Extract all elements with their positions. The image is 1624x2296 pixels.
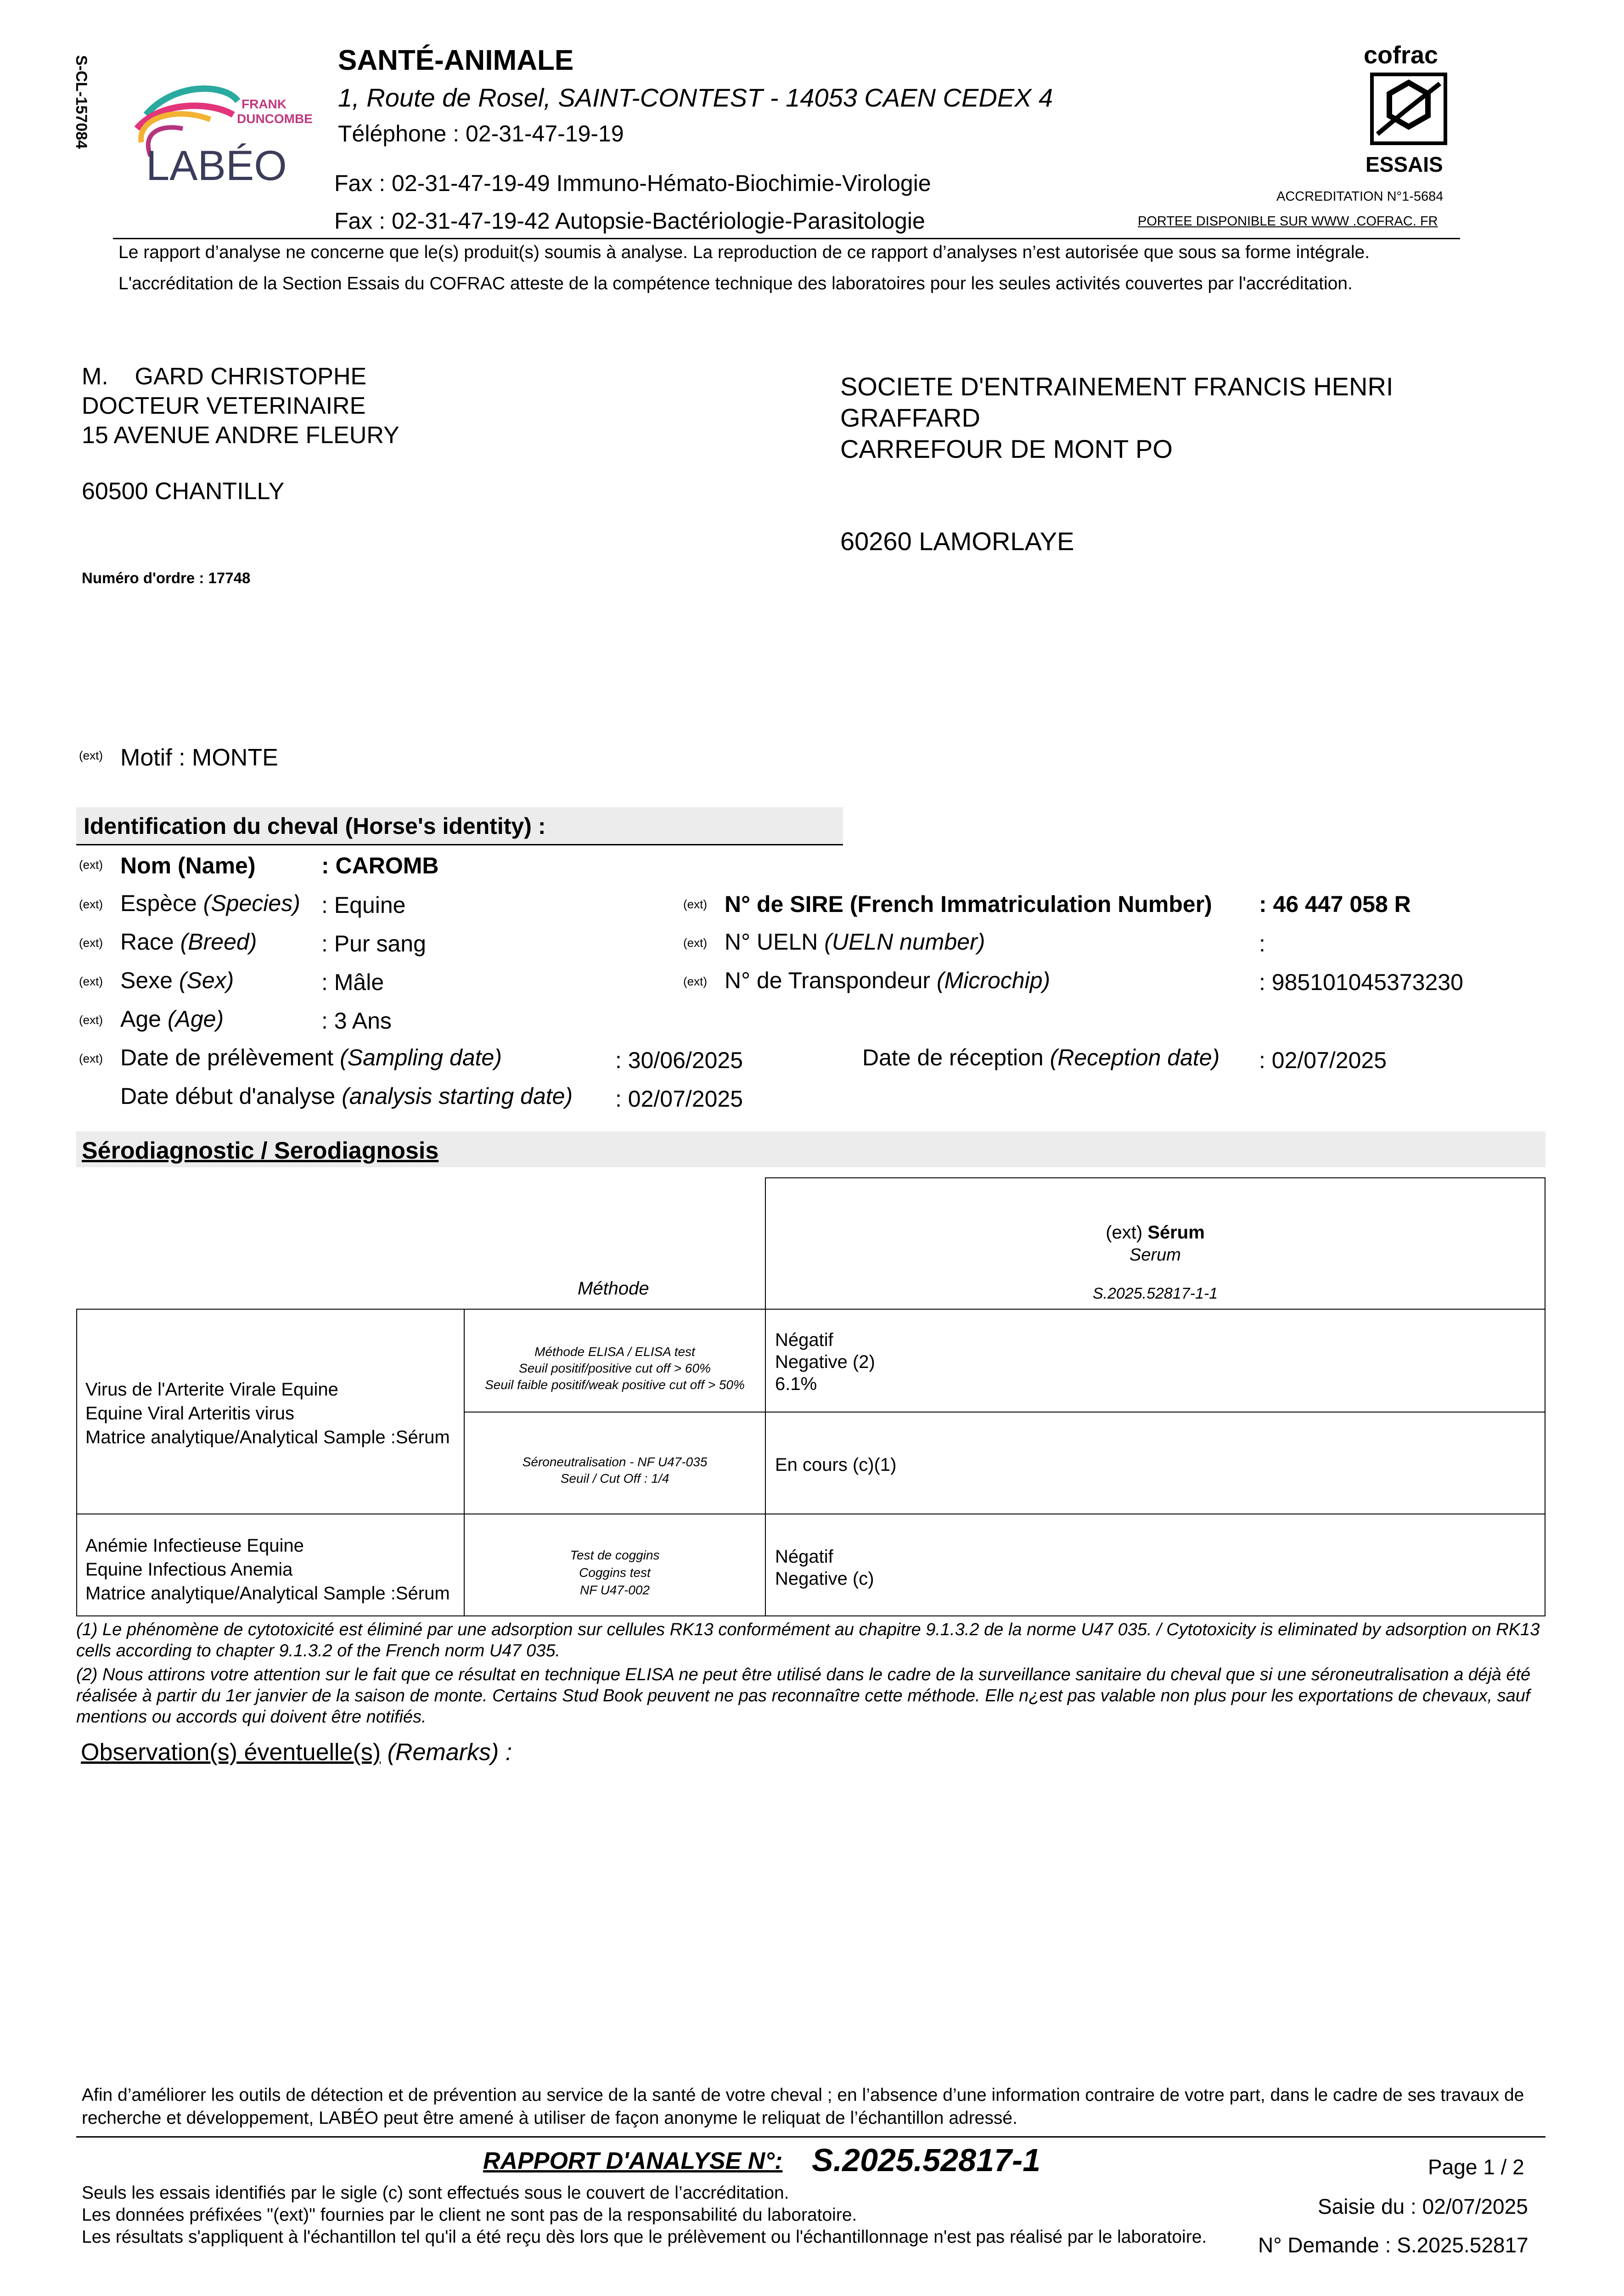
- client-address: [840, 371, 1529, 465]
- report-number-label: RAPPORT D'ANALYSE N°:: [483, 2148, 783, 2174]
- age-value: : 3 Ans: [321, 1008, 392, 1034]
- disclaimer-accreditation: L'accréditation de la Section Essais du COFRAC atteste de la compétence technique des laboratoires pour les seules activités couvertes par l'accréditation.: [118, 274, 1353, 293]
- logo-labeo-text: LABÉO: [146, 142, 287, 189]
- serum-title: [766, 1222, 1545, 1243]
- ext-tag: (ext): [79, 1052, 103, 1065]
- footer-divider: [76, 2136, 1545, 2138]
- lab-address: 1, Route de Rosel, SAINT-CONTEST - 14053 CAEN CEDEX 4: [338, 83, 1053, 112]
- method-cell-eva-elisa: [464, 1309, 766, 1412]
- sex-label-fr: Sexe: [120, 968, 179, 993]
- ext-tag: (ext): [79, 1013, 103, 1027]
- result-cell-eva-elisa: [765, 1309, 1545, 1412]
- page-number: Page 1 / 2: [1428, 2155, 1524, 2179]
- vet-street: 15 AVENUE ANDRE FLEURY: [82, 422, 399, 449]
- report-number: S.2025.52817-1: [812, 2142, 1041, 2178]
- header-divider: [113, 238, 1460, 239]
- species-value: : Equine: [321, 892, 406, 918]
- sex-label: [120, 967, 234, 994]
- transponder-value: : 985101045373230: [1259, 969, 1463, 995]
- methode-header: Méthode: [578, 1278, 649, 1299]
- transponder-label-fr: N° de Transpondeur: [725, 968, 937, 993]
- species-label: [120, 890, 300, 917]
- client-name: SOCIETE D'ENTRAINEMENT FRANCIS HENRI GRAFFARD: [840, 372, 1394, 432]
- serodiagnostic-title: Sérodiagnostic / Serodiagnosis: [82, 1137, 439, 1164]
- method-coggins-line3: NF U47-002: [579, 1583, 650, 1597]
- method-sn-line1: Séroneutralisation - NF U47-035: [522, 1455, 708, 1469]
- logo-frank: FRANK: [242, 97, 287, 111]
- logo-duncombe: DUNCOMBE: [237, 112, 313, 126]
- transponder-label: [725, 967, 1050, 994]
- analyte-eva-matrix: Matrice analytique/Analytical Sample :Sérum: [85, 1427, 450, 1447]
- identification-title: Identification du cheval (Horse's identity) :: [84, 813, 546, 839]
- method-cell-eva-sn: [464, 1412, 766, 1514]
- remarks-label-en: (Remarks) :: [381, 1739, 512, 1766]
- ueln-label: [725, 929, 985, 955]
- analyte-eia-matrix: Matrice analytique/Analytical Sample :Sérum: [85, 1583, 450, 1604]
- footnote-2: (2) Nous attirons votre attention sur le fait que ce résultat en technique ELISA ne peut être utilisé dans le cadre de la surveillance sanitaire du cheval que si une séroneutralisation a déjà été réalisée à partir du 1er janvier de la saison de monte. Certains Stud Book peuvent ne pas reconnaître cette méthode. Elle n¿est pas valable non plus pour les exportations de chevaux, sauf mentions ou accords qui doivent être notifiés.: [76, 1665, 1531, 1727]
- method-cell-eia: [464, 1514, 766, 1616]
- disclaimer-reproduction: Le rapport d’analyse ne concerne que le(s) produit(s) soumis à analyse. La reproduction de ce rapport d’analyses n’est autorisée que sous sa forme intégrale.: [118, 242, 1370, 262]
- sample-id: S.2025.52817-1-1: [1092, 1285, 1218, 1302]
- footer-note-ext: Les données préfixées "(ext)" fournies par le client ne sont pas de la responsabilité du laboratoire.: [82, 2205, 857, 2225]
- entry-date: Saisie du : 02/07/2025: [1318, 2195, 1528, 2218]
- analysis-start-label-fr: Date début d'analyse: [120, 1083, 342, 1109]
- lab-title: SANTÉ-ANIMALE: [338, 45, 574, 76]
- serum-header-cell: [765, 1177, 1545, 1310]
- analysis-start-label-en: (analysis starting date): [342, 1083, 573, 1109]
- method-elisa-line3: Seuil faible positif/weak positive cut off > 50%: [485, 1378, 745, 1392]
- result-coggins-fr: Négatif: [775, 1547, 833, 1567]
- method-elisa-line2: Seuil positif/positive cut off > 60%: [519, 1361, 711, 1375]
- sire-value: : 46 447 058 R: [1259, 891, 1411, 917]
- request-number: N° Demande : S.2025.52817: [1258, 2233, 1528, 2257]
- veterinarian-address: [82, 362, 399, 450]
- sex-value: : Mâle: [321, 969, 384, 995]
- result-coggins-en: Negative (c): [775, 1569, 874, 1589]
- reception-date-label: [862, 1044, 1219, 1071]
- analysis-start-value: : 02/07/2025: [615, 1086, 743, 1112]
- cofrac-link[interactable]: PORTEE DISPONIBLE SUR WWW .COFRAC. FR: [1138, 214, 1438, 229]
- remarks-label: [81, 1739, 512, 1766]
- method-coggins-line2: Coggins test: [579, 1565, 651, 1580]
- method-elisa-line1: Méthode ELISA / ELISA test: [534, 1345, 695, 1359]
- species-label-fr: Espèce: [120, 890, 203, 916]
- species-label-en: (Species): [203, 890, 300, 916]
- result-cell-eia: [765, 1514, 1545, 1616]
- age-label-en: (Age): [167, 1006, 224, 1032]
- ueln-label-fr: N° UELN: [725, 929, 825, 955]
- sire-label: N° de SIRE (French Immatriculation Number): [725, 891, 1212, 917]
- sampling-date-value: : 30/06/2025: [615, 1047, 743, 1073]
- client-street: CARREFOUR DE MONT PO: [840, 434, 1173, 463]
- reception-date-label-fr: Date de réception: [862, 1045, 1050, 1070]
- ueln-label-en: (UELN number): [824, 929, 985, 955]
- sex-label-en: (Sex): [179, 968, 234, 993]
- age-label-fr: Age: [120, 1006, 168, 1032]
- footer-note-results: Les résultats s'appliquent à l'échantillon tel qu'il a été reçu dès lors que le prélèvement ou l'échantillonnage n'est pas réalisé par le laboratoire.: [82, 2227, 1207, 2247]
- serum-fr: Sérum: [1147, 1222, 1205, 1243]
- sampling-date-label-en: (Sampling date): [340, 1045, 502, 1070]
- sampling-date-label: [120, 1044, 502, 1071]
- method-coggins-line1: Test de coggins: [570, 1548, 660, 1562]
- ext-tag: (ext): [79, 748, 103, 762]
- ext-tag: (ext): [79, 858, 103, 872]
- analyte-eia-en: Equine Infectious Anemia: [85, 1559, 293, 1580]
- cofrac-title: cofrac: [1364, 42, 1439, 69]
- ext-tag: (ext): [683, 897, 707, 911]
- footer-notes: [82, 2182, 1207, 2248]
- reception-date-value: : 02/07/2025: [1259, 1047, 1387, 1073]
- analyte-cell-eia: [76, 1514, 465, 1616]
- footnote-1: (1) Le phénomène de cytotoxicité est éliminé par une adsorption sur cellules RK13 conformément au chapitre 9.1.3.2 de la norme U47 035. / Cytotoxicity is eliminated by adsorption on RK13 cells according to chapter 9.1.3.2 of the French norm U47 035.: [76, 1620, 1540, 1660]
- serum-ext: (ext): [1106, 1222, 1148, 1243]
- name-label: Nom (Name): [120, 853, 256, 878]
- analyte-eva-fr: Virus de l'Arterite Virale Equine: [85, 1379, 338, 1400]
- motif: Motif : MONTE: [120, 744, 278, 771]
- client-city: 60260 LAMORLAYE: [840, 527, 1074, 556]
- analysis-start-label: [120, 1083, 573, 1109]
- breed-label-en: (Breed): [180, 929, 257, 955]
- name-value: : CAROMB: [321, 853, 439, 878]
- vet-title: DOCTEUR VETERINAIRE: [82, 393, 366, 419]
- ext-tag: (ext): [79, 974, 103, 988]
- side-code: S-CL-157084: [73, 55, 90, 149]
- age-label: [120, 1006, 224, 1032]
- ext-tag: (ext): [79, 897, 103, 911]
- result-cell-eva-sn: [765, 1412, 1545, 1514]
- accreditation-number: ACCREDITATION N°1-5684: [1276, 189, 1444, 204]
- ext-tag: (ext): [79, 936, 103, 950]
- breed-value: : Pur sang: [321, 931, 426, 957]
- research-notice: Afin d’améliorer les outils de détection et de prévention au service de la santé de votre cheval ; en l’absence d’une information contraire de votre part, dans le cadre de ses travaux de recherche et développement, LABÉO peut être amené à utiliser de façon anonyme le reliquat de l’échantillon adressé.: [82, 2085, 1524, 2128]
- cofrac-essais: ESSAIS: [1366, 152, 1443, 176]
- analyte-eva-en: Equine Viral Arteritis virus: [85, 1403, 294, 1424]
- analyte-eia-fr: Anémie Infectieuse Equine: [85, 1536, 304, 1556]
- breed-label: [120, 929, 257, 955]
- cofrac-logo: [1359, 42, 1460, 180]
- lab-fax-immuno: Fax : 02-31-47-19-49 Immuno-Hémato-Biochimie-Virologie: [334, 170, 931, 196]
- vet-city: 60500 CHANTILLY: [82, 478, 285, 505]
- ext-tag: (ext): [683, 974, 707, 988]
- breed-label-fr: Race: [120, 929, 180, 955]
- result-elisa-value: 6.1%: [775, 1374, 817, 1394]
- ext-tag: (ext): [683, 936, 707, 950]
- lab-fax-autopsie: Fax : 02-31-47-19-42 Autopsie-Bactériologie-Parasitologie: [334, 208, 925, 234]
- transponder-label-en: (Microchip): [936, 968, 1051, 993]
- reception-date-label-en: (Reception date): [1050, 1045, 1220, 1070]
- remarks-label-fr: Observation(s) éventuelle(s): [81, 1739, 381, 1766]
- result-elisa-en: Negative (2): [775, 1352, 875, 1372]
- analyte-cell-eva: [76, 1309, 465, 1514]
- lab-phone: Téléphone : 02-31-47-19-19: [338, 121, 624, 146]
- method-sn-line2: Seuil / Cut Off : 1/4: [560, 1471, 669, 1486]
- ueln-value: :: [1259, 931, 1265, 957]
- serum-en: Serum: [1129, 1245, 1181, 1265]
- order-number: Numéro d'ordre : 17748: [82, 569, 251, 586]
- vet-name: M. GARD CHRISTOPHE: [82, 363, 367, 390]
- result-sn: En cours (c)(1): [775, 1455, 897, 1475]
- sampling-date-label-fr: Date de prélèvement: [120, 1045, 340, 1070]
- result-elisa-fr: Négatif: [775, 1330, 833, 1350]
- labeo-logo: [118, 73, 320, 193]
- footer-note-accreditation: Seuls les essais identifiés par le sigle (c) sont effectués sous le couvert de l’accréditation.: [82, 2183, 789, 2203]
